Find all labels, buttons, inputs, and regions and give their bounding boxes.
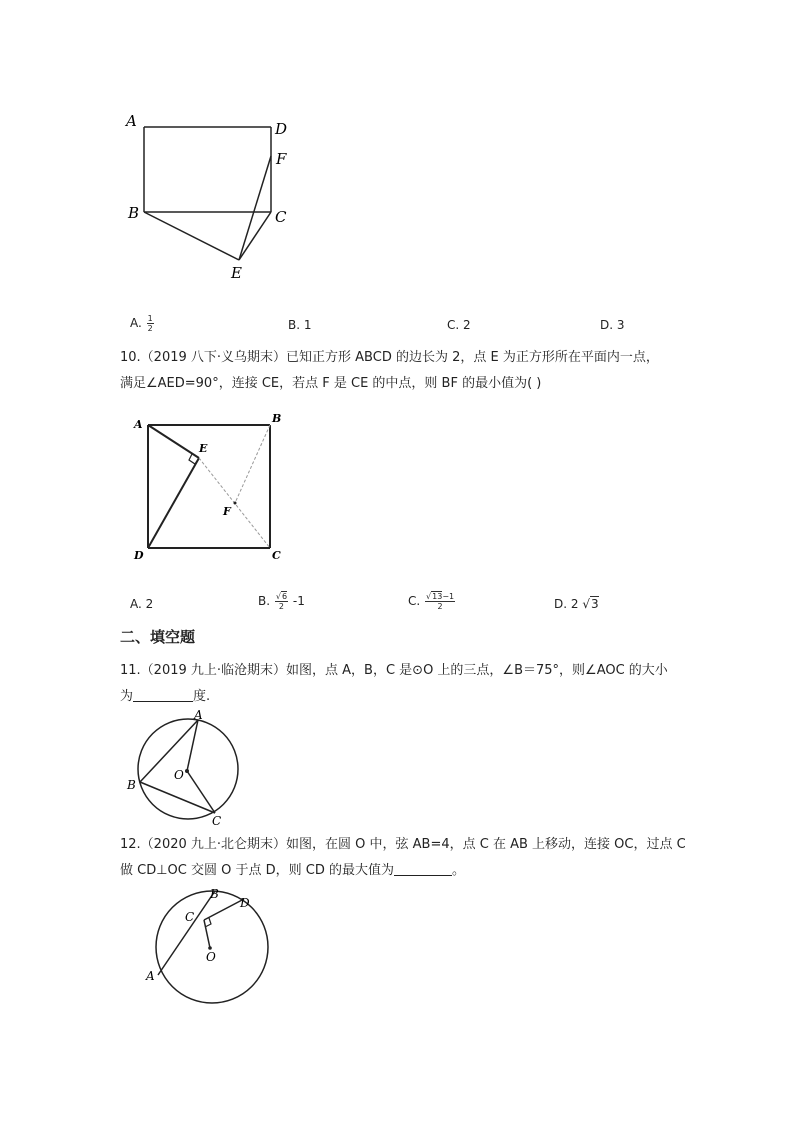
fraction-root6-over-2: $\frac{√6}{2}$ xyxy=(275,592,288,611)
label-c: C xyxy=(185,910,195,924)
label-d: D xyxy=(134,549,144,562)
label-e: E xyxy=(199,442,208,455)
section-title: 二、填空题 xyxy=(120,628,196,646)
q10-option-d: D. 2 √3 xyxy=(554,597,599,611)
label-a: A xyxy=(134,418,143,431)
label-b: B xyxy=(210,887,219,901)
q10-text-line2: 满足∠AED=90°，连接 CE，若点 F 是 CE 的中点，则 BF 的最小值为( ) xyxy=(120,376,542,391)
label-f: F xyxy=(276,150,287,168)
label-b: B xyxy=(272,412,282,425)
label-d: D xyxy=(275,120,288,138)
label-a: A xyxy=(126,112,137,130)
q12-text-line2: 做 CD⊥OC 交圆 O 于点 D，则 CD 的最大值为 。 xyxy=(120,863,465,878)
label-e: E xyxy=(231,264,242,282)
label-a: A xyxy=(146,969,155,983)
figure-rectangle-abcd xyxy=(120,108,300,288)
label-o: O xyxy=(174,768,184,782)
q11-text-line1: 11.（2019 九上·临沧期末）如图，点 A，B，C 是⊙O 上的三点，∠B＝75°，则∠AOC 的大小 xyxy=(120,663,668,678)
label-b: B xyxy=(127,778,136,792)
answer-blank[interactable] xyxy=(133,687,193,702)
label-c: C xyxy=(212,814,222,826)
figure-circle-chord-ab xyxy=(138,884,278,1012)
q10-option-a: A. 2 xyxy=(130,597,154,611)
q10-option-b: B. $\frac{√6}{2}$ -1 xyxy=(258,592,305,611)
q9-option-b: B. 1 xyxy=(288,318,312,332)
fraction-one-half: $\frac{1}{2}$ xyxy=(147,314,153,333)
answer-blank[interactable] xyxy=(394,861,452,876)
q9-option-a: A. $\frac{1}{2}$ xyxy=(130,314,153,333)
label-a: A xyxy=(194,708,203,722)
figure-circle-angle-aoc xyxy=(124,708,244,826)
label-o: O xyxy=(206,950,216,964)
q10-text-line1: 10.（2019 八下·义乌期末）已知正方形 ABCD 的边长为 2，点 E 为正方形所在平面内一点， xyxy=(120,350,659,365)
figure-square-aed xyxy=(128,408,288,563)
q10-option-c: C. $\frac{√13-1}{2}$ xyxy=(408,592,455,611)
label-c: C xyxy=(272,549,281,562)
q12-text-line1: 12.（2020 九上·北仑期末）如图，在圆 O 中，弦 AB=4，点 C 在 AB 上移动，连接 OC，过点 C xyxy=(120,837,686,852)
label-d: D xyxy=(240,896,250,910)
q9-option-c: C. 2 xyxy=(447,318,471,332)
fraction-root13-minus1-over-2: $\frac{√13-1}{2}$ xyxy=(426,592,455,611)
q11-text-line2: 为 度. xyxy=(120,689,211,704)
label-b: B xyxy=(128,204,140,222)
label-f: F xyxy=(223,505,231,518)
label-c: C xyxy=(275,208,287,226)
q9-option-d: D. 3 xyxy=(600,318,625,332)
